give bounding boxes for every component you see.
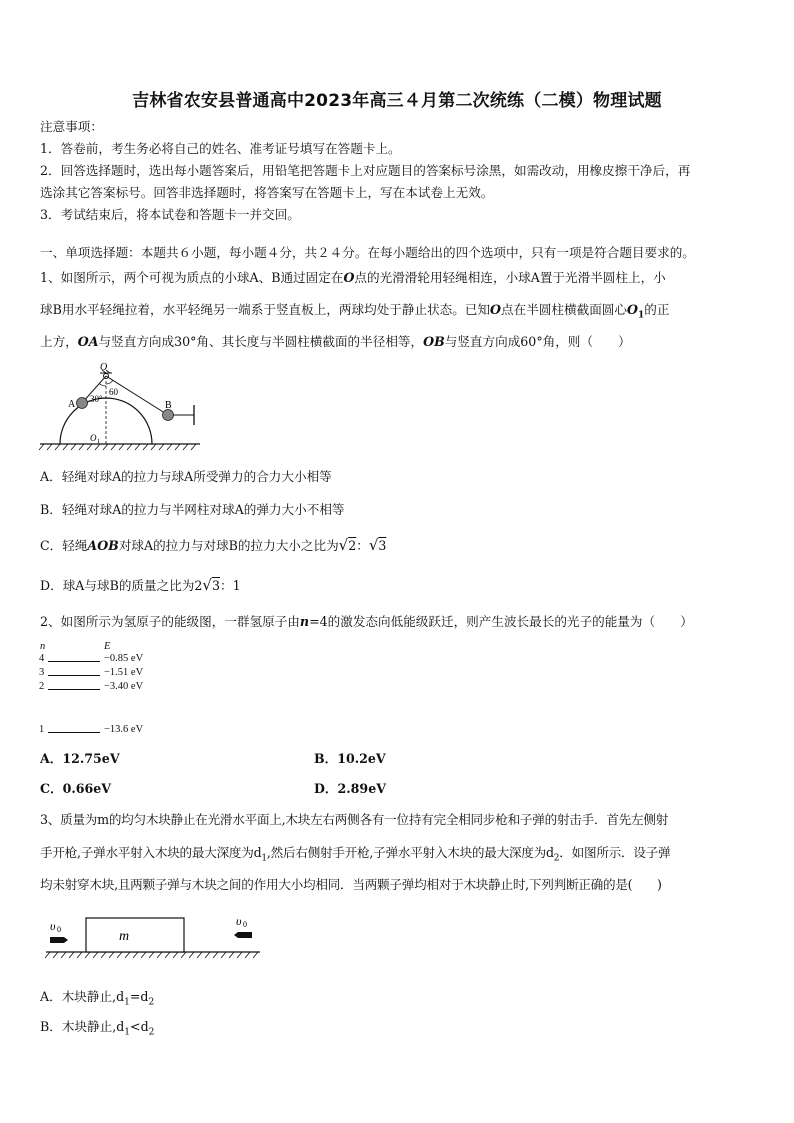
label-B: B [165, 400, 172, 411]
q1-optC-root3: 3 [378, 538, 387, 553]
q2-stem [40, 614, 693, 630]
q1-option-D [40, 577, 241, 594]
q1-optD-root3: 3 [211, 578, 220, 593]
q3-sub: 2 [148, 1027, 155, 1038]
q1-option-B: B．轻绳对球A的拉力与半网柱对球A的弹力大小不相等 [40, 502, 345, 517]
q1-option-A: A．轻绳对球A的拉力与球A所受弹力的合力大小相等 [40, 469, 332, 484]
notice-item-2: 2．回答选择题时，选出每小题答案后，用铅笔把答题卡上对应题目的答案标号涂黑，如需改动，用橡皮擦干净后，再 [40, 163, 691, 178]
q1-var-OB: OB [423, 334, 445, 349]
q1-text: 与竖直方向成60°角，则（ ） [444, 334, 631, 349]
level-3-energy: −1.51 eV [104, 667, 144, 678]
level-4-energy: −0.85 eV [104, 653, 144, 664]
q1-optD-text: ：1 [219, 578, 241, 593]
q3-text: 手开枪,子弹水平射入木块的最大深度为d [40, 845, 262, 860]
q3-sub: 1 [124, 1027, 131, 1038]
left-v0-sub: 0 [57, 925, 61, 934]
q3-optA-text: =d [129, 989, 149, 1004]
label-O: O [100, 362, 108, 373]
label-A: A [68, 399, 76, 410]
q1-stem-line1 [40, 270, 666, 286]
q1-var-O1: O [626, 302, 638, 317]
block-mass-label: m [119, 929, 130, 944]
diagram-n-label: n [40, 641, 46, 652]
q1-text: 上方， [40, 334, 78, 349]
q1-optC-root2: 2 [348, 538, 357, 553]
q2-option-B: B．10.2eV [314, 751, 386, 766]
q1-stem-line3 [40, 334, 631, 350]
notice-item-1: 1．答卷前，考生务必将自己的姓名、准考证号填写在答题卡上。 [40, 141, 401, 156]
label-30: 30° [90, 394, 103, 404]
q2-text: =4的激发态向低能级跃迁，则产生波长最长的光子的能量为（ ） [309, 614, 693, 629]
q1-var-O: O [490, 302, 502, 317]
notice-item-3: 3．考试结束后，将本试卷和答题卡一并交回。 [40, 207, 300, 222]
q3-text: ,然后右侧射手开枪,子弹水平射入木块的最大深度为d [266, 845, 554, 860]
q1-stem-line2 [40, 302, 669, 324]
q1-optC-var: AOB [87, 538, 119, 553]
q3-sub: 1 [261, 853, 267, 864]
angle-60-arc [106, 380, 113, 384]
section-heading: 一、单项选择题：本题共６小题，每小题４分，共２４分。在每小题给出的四个选项中，只有一项是符合题目要求的。 [40, 245, 695, 260]
q3-stem-line3: 均未射穿木块,且两颗子弹与木块之间的作用大小均相同．当两颗子弹均相对于木块静止时,下列判断正确的是( ) [40, 877, 662, 892]
notice-item-2-cont: 选涂其它答案标号。回答非选择题时，将答案写在答题卡上，写在本试卷上无效。 [40, 185, 494, 200]
ball-B [163, 410, 174, 421]
q1-optC-text: C．轻绳 [40, 538, 88, 553]
ball-A [77, 398, 88, 409]
left-bullet [50, 937, 68, 943]
sqrt-icon: √ [202, 576, 212, 594]
level-4-line [48, 661, 100, 662]
q3-stem-line2 [40, 845, 670, 867]
left-v0-label: υ [50, 919, 56, 933]
q1-optD-text: D．球A与球B的质量之比为2 [40, 578, 203, 593]
q1-figure [38, 362, 208, 452]
level-1-n: 1 [39, 724, 45, 735]
q3-sub: 1 [124, 997, 130, 1008]
q3-option-A [40, 989, 154, 1011]
sqrt-icon: √ [338, 536, 349, 554]
q1-text: 点在半圆柱横截面圆心 [501, 302, 627, 317]
q1-var-O1-sub: 1 [637, 310, 645, 321]
level-1-line [48, 732, 100, 733]
q3-optB-text: B．木块静止,d [40, 1019, 125, 1034]
level-1-energy: −13.6 eV [104, 724, 144, 735]
level-2-n: 2 [39, 681, 45, 692]
level-4-n: 4 [39, 653, 45, 664]
right-bullet [234, 932, 252, 938]
level-3-n: 3 [39, 667, 45, 678]
q1-text: 1、如图所示，两个可视为质点的小球A、B通过固定在 [40, 270, 344, 285]
floor-hatch [45, 952, 258, 958]
wood-block [86, 918, 184, 952]
q1-optC-sep: ： [356, 538, 369, 553]
q3-optA-text: A．木块静止,d [40, 989, 125, 1004]
ground-hatch [39, 444, 196, 450]
level-2-line [48, 689, 100, 690]
q1-text: 的正 [644, 302, 670, 317]
label-O1-sub: 1 [97, 438, 101, 445]
q2-option-A: A．12.75eV [40, 751, 120, 766]
q3-text: ．如图所示．设子弹 [559, 845, 671, 860]
sqrt-icon: √ [368, 536, 379, 554]
q2-option-C: C．0.66eV [40, 781, 112, 796]
q1-text: 与竖直方向成30°角、其长度与半圆柱横截面的半径相等， [98, 334, 424, 349]
q1-option-C [40, 537, 386, 554]
level-2-energy: −3.40 eV [104, 681, 144, 692]
notice-heading: 注意事项： [40, 119, 103, 134]
q1-text: 点的光滑滑轮用轻绳相连，小球A置于光滑半圆柱上，小 [354, 270, 666, 285]
q3-sub: 2 [148, 997, 155, 1008]
right-v0-sub: 0 [243, 920, 247, 929]
label-60: 60 [109, 387, 118, 397]
q1-var-O: O [343, 270, 355, 285]
q2-var-n: n [299, 614, 310, 629]
page-title: 吉林省农安县普通高中2023年高三４月第二次统练（二模）物理试题 [132, 91, 662, 111]
q3-sub: 2 [553, 853, 560, 864]
q3-stem-line1: 3、质量为m的均匀木块静止在光滑水平面上,木块左右两侧各有一位持有完全相同步枪和子弹的射击手．首先左侧射 [40, 812, 669, 827]
q1-optC-text: 对球A的拉力与对球B的拉力大小之比为 [118, 538, 339, 553]
q2-text: 2、如图所示为氢原子的能级图，一群氢原子由 [40, 614, 300, 629]
q1-var-OA: OA [77, 334, 99, 349]
right-v0-label: υ [236, 914, 242, 928]
diagram-E-label: E [104, 641, 111, 652]
q3-option-B [40, 1019, 154, 1041]
q2-option-D: D．2.89eV [314, 781, 386, 796]
level-3-line [48, 675, 100, 676]
q1-text: 球B用水平轻绳拉着，水平轻绳另一端系于竖直板上，两球均处于静止状态。已知 [40, 302, 491, 317]
label-O1: O [90, 433, 97, 443]
q3-figure [44, 912, 264, 962]
q3-optB-text: <d [130, 1019, 149, 1034]
angle-30-arc [99, 383, 106, 386]
